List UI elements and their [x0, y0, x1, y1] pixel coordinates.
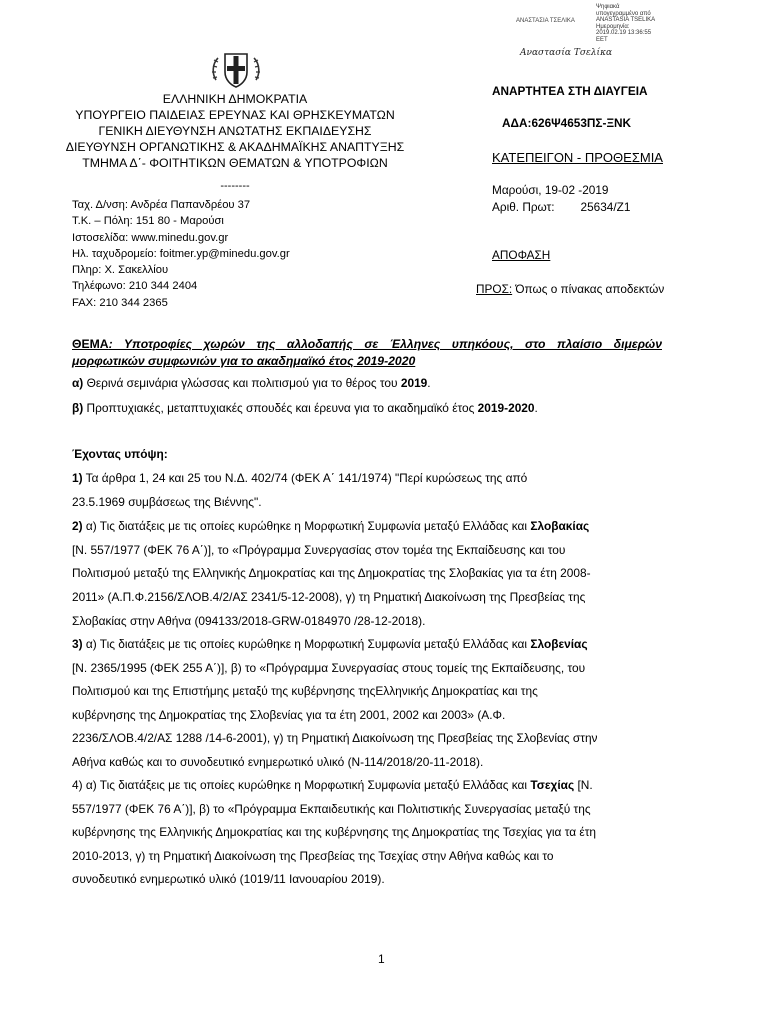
paragraph-3-line: Αθήνα καθώς και το συνοδευτικό ενημερωτικό υλικό (Ν-114/2018/20-11-2018).	[72, 755, 484, 769]
paragraph-2-line: [Ν. 557/1977 (ΦΕΚ 76 Α΄)], το «Πρόγραμμα Συνεργασίας στον τομέα της Εκπαίδευσης και του	[72, 543, 566, 557]
paragraph-2-number: 2)	[72, 519, 83, 533]
item-a	[72, 376, 431, 390]
item-a-year: 2019	[400, 376, 428, 390]
paragraph-1-line: 23.5.1969 συμβάσεως της Βιέννης".	[72, 495, 262, 509]
ministry-line: ΓΕΝΙΚΗ ΔΙΕΥΘΥΝΣΗ ΑΝΩΤΑΤΗΣ ΕΚΠΑΙΔΕΥΣΗΣ	[98, 124, 372, 138]
item-a-label: α)	[72, 376, 84, 390]
posting-notice: ΑΝΑΡΤΗΤΕΑ ΣΤΗ ΔΙΑΥΓΕΙΑ	[492, 84, 648, 98]
contact-details	[72, 197, 290, 311]
recipients	[476, 282, 664, 296]
page-number: 1	[378, 952, 385, 966]
signature-line: ANASTASIA TSELIKA	[596, 17, 656, 24]
contact-line: FAX: 210 344 2365	[72, 296, 168, 309]
document-date: Μαρούσι, 19-02 -2019	[492, 183, 609, 197]
contact-line: Πληρ: Χ. Σακελλίου	[72, 264, 169, 277]
paragraph-1-line	[72, 471, 527, 485]
paragraph-3-line: κυβέρνησης της Δημοκρατίας της Σλοβενίας για τα έτη 2001, 2002 και 2003» (Α.Φ.	[72, 708, 506, 722]
paragraph-3-number: 3)	[72, 637, 83, 651]
paragraph-2-line: Σλοβακίας στην Αθήνα (094133/2018-GRW-0184970 /28-12-2018).	[72, 614, 426, 628]
item-b-year: 2019-2020	[477, 401, 535, 415]
ministry-line: ΥΠΟΥΡΓΕΙΟ ΠΑΙΔΕΙΑΣ ΕΡΕΥΝΑΣ ΚΑΙ ΘΡΗΣΚΕΥΜΑΤΩΝ	[75, 108, 395, 122]
subject-line-2: μορφωτικών συμφωνιών για το ακαδημαϊκό έτος 2019-2020	[72, 353, 416, 368]
paragraph-4-line: 557/1977 (ΦΕΚ 76 Α΄)], β) το «Πρόγραμμα Εκπαιδευτικής και Πολιτιστικής Συνεργασίας μεταξύ της	[72, 802, 591, 816]
paragraph-3-line: Πολιτισμού και της Επιστήμης μεταξύ της κυβέρνησης τηςΕλληνικής Δημοκρατίας και της	[72, 684, 538, 698]
item-a-end: .	[427, 376, 431, 390]
paragraph-2-line	[72, 519, 589, 533]
paragraph-4-line	[72, 778, 593, 792]
paragraph-1-number: 1)	[72, 471, 83, 485]
paragraph-4-text-cont: [Ν.	[574, 778, 593, 792]
subject-label: ΘΕΜΑ	[72, 337, 109, 351]
paragraph-3-line: 2236/ΣΛΟΒ.4/2/ΑΣ 1288 /14-6-2001), γ) τη Ρηματική Διακοίνωση της Πρεσβείας της Σλοβενίας στην	[72, 731, 598, 745]
paragraph-4-line: συνοδευτικό ενημερωτικό υλικό (1019/11 Ιανουαρίου 2019).	[72, 872, 385, 886]
signature-line: Ψηφιακά	[596, 4, 620, 10]
signature-line: υπογεγραμμένο από	[596, 10, 651, 17]
paragraph-4-number: 4)	[72, 778, 83, 792]
paragraph-4-line: 2010-2013, γ) τη Ρηματική Διακοίνωση της Πρεσβείας της Τσεχίας στην Αθήνα καθώς και το	[72, 849, 554, 863]
paragraph-4-country: Τσεχίας	[530, 778, 575, 792]
item-b-text: Προπτυχιακές, μεταπτυχιακές σπουδές και έρευνα για το ακαδημαϊκό έτος	[83, 401, 478, 415]
protocol-label: Αριθ. Πρωτ:	[492, 200, 555, 214]
coat-of-arms-icon	[208, 50, 264, 90]
paragraph-2-line: 2011» (Α.Π.Φ.2156/ΣΛΟΒ.4/2/ΑΣ 2341/5-12-2008), γ) τη Ρηματική Διακοίνωση της Πρεσβείας της	[72, 590, 586, 604]
paragraph-4-text: α) Τις διατάξεις με τις οποίες κυρώθηκε η Μορφωτική Συμφωνία μεταξύ Ελλάδας και	[82, 778, 531, 792]
urgency-label: ΚΑΤΕΠΕΙΓΟΝ - ΠΡΟΘΕΣΜΙΑ	[492, 150, 663, 165]
signature-details	[596, 4, 766, 44]
decision-label: ΑΠΟΦΑΣΗ	[492, 248, 551, 262]
considering-heading: Έχοντας υπόψη:	[72, 447, 168, 461]
contact-line: Ηλ. ταχυδρομείο: foitmer.yp@minedu.gov.gr	[72, 247, 290, 260]
recipients-label: ΠΡΟΣ:	[476, 282, 513, 296]
digital-signature	[516, 4, 766, 64]
paragraph-2-line: Πολιτισμού μεταξύ της Ελληνικής Δημοκρατίας και της Δημοκρατίας της Σλοβακίας για τα έτη 2008-	[72, 566, 591, 580]
signature-stamp: ΑΝΑΣΤΑΣΙΑ ΤΣΕΛΙΚΑ	[516, 18, 575, 24]
paragraph-3-text: α) Τις διατάξεις με τις οποίες κυρώθηκε η Μορφωτική Συμφωνία μεταξύ Ελλάδας και	[82, 637, 531, 651]
paragraph-2-country: Σλοβακίας	[530, 519, 590, 533]
contact-line: Τ.Κ. – Πόλη: 151 80 - Μαρούσι	[72, 215, 224, 228]
paragraph-2-text: α) Τις διατάξεις με τις οποίες κυρώθηκε η Μορφωτική Συμφωνία μεταξύ Ελλάδας και	[82, 519, 531, 533]
signature-line: EET	[596, 36, 608, 43]
protocol-value: 25634/Ζ1	[580, 200, 631, 214]
ministry-line: ΕΛΛΗΝΙΚΗ ΔΗΜΟΚΡΑΤΙΑ	[162, 92, 308, 106]
contact-line: Τηλέφωνο: 210 344 2404	[72, 280, 198, 293]
item-a-text: Θερινά σεμινάρια γλώσσας και πολιτισμού για το θέρος του	[83, 376, 401, 390]
ada-code: ΑΔΑ:626Ψ4653ΠΣ-ΞΝΚ	[502, 116, 632, 130]
paragraph-1-text: Τα άρθρα 1, 24 και 25 του Ν.Δ. 402/74 (ΦΕΚ Α΄ 141/1974) "Περί κυρώσεως της από	[82, 471, 528, 485]
signature-line: Ημερομηνία:	[596, 23, 630, 30]
ministry-line: ΤΜΗΜΑ Δ΄- ΦΟΙΤΗΤΙΚΩΝ ΘΕΜΑΤΩΝ & ΥΠΟΤΡΟΦΙΩΝ	[82, 156, 388, 170]
ministry-line: ΔΙΕΥΘΥΝΣΗ ΟΡΓΑΝΩΤΙΚΗΣ & ΑΚΑΔΗΜΑΪΚΗΣ ΑΝΑΠΤΥΞΗΣ	[65, 140, 405, 154]
item-b-end: .	[534, 401, 538, 415]
paragraph-3-country: Σλοβενίας	[530, 637, 588, 651]
subject-line-1: : Υποτροφίες χωρών της αλλοδαπής σε Έλληνες υπηκόους, στο πλαίσιο διμερών	[108, 337, 662, 351]
protocol-number	[492, 200, 630, 214]
header-separator: --------	[220, 180, 250, 192]
signature-scribble: Αναστασία Τσελίκα	[520, 48, 613, 58]
recipients-value: Όπως ο πίνακας αποδεκτών	[512, 282, 665, 296]
ministry-header	[60, 91, 410, 171]
contact-line: Ταχ. Δ/νση: Ανδρέα Παπανδρέου 37	[72, 199, 251, 211]
paragraph-3-line: [Ν. 2365/1995 (ΦΕΚ 255 Α΄)], β) το «Πρόγραμμα Συνεργασίας στους τομείς της Εκπαίδευσης, του	[72, 661, 586, 675]
paragraph-4-line: κυβέρνησης της Ελληνικής Δημοκρατίας και της κυβέρνησης της Δημοκρατίας της Τσεχίας για τα έτη	[72, 825, 597, 839]
item-b-label: β)	[72, 401, 84, 415]
contact-line: Ιστοσελίδα: www.minedu.gov.gr	[72, 231, 229, 244]
item-b	[72, 401, 538, 415]
subject	[72, 336, 662, 369]
signature-line: 2019.02.19 13:36:55	[596, 30, 652, 37]
paragraph-3-line	[72, 637, 588, 651]
